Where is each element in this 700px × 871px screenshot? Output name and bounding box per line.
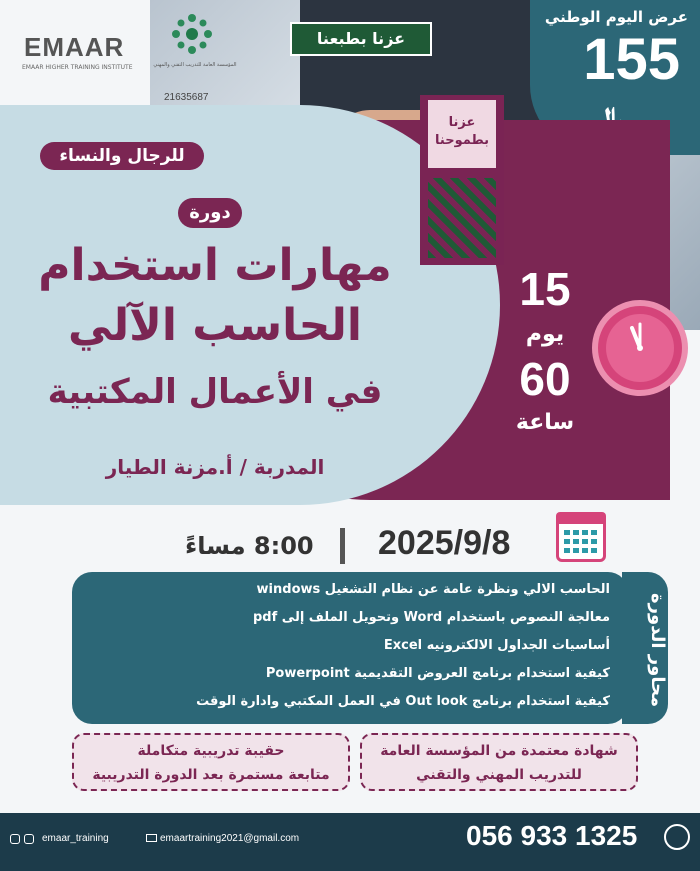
outline-label: محاور الدورة: [647, 592, 668, 708]
days-unit: يوم: [525, 322, 565, 347]
hours-count: 60: [519, 353, 571, 405]
course-title-line2: الحاسب الآلي: [68, 300, 362, 351]
outline-item: أساسيات الجداول الالكترونيه Excel: [383, 638, 610, 653]
audience-badge: للرجال والنساء: [40, 142, 204, 170]
email-icon: [146, 834, 157, 842]
emaar-logo: EMAAR: [24, 32, 125, 62]
national-day-slogan: عزنا بطبعنا: [290, 22, 432, 56]
course-tag: دورة: [178, 198, 242, 228]
course-time: 8:00 مساءً: [185, 532, 314, 560]
course-date: 2025/9/8: [378, 524, 511, 562]
emblem-text: عزنا بطموحنا: [428, 100, 496, 168]
outline-item: كيفية استخدام برنامج Out look في العمل المكتبي وادارة الوقت: [196, 694, 610, 709]
tvtc-subtitle: المؤسسة العامة للتدريب التقني والمهني: [153, 62, 237, 68]
outline-item: الحاسب الالي ونظرة عامة عن نظام التشغيل windows: [256, 582, 610, 597]
whatsapp-icon[interactable]: [664, 824, 690, 850]
clock-hands-icon: [606, 314, 674, 382]
outline-item: كيفية استخدام برنامج العروض التقديمية Powerpoint: [265, 666, 610, 681]
feature-box-left: [72, 733, 350, 791]
hours-unit: ساعة: [515, 410, 575, 435]
instagram-icon[interactable]: [10, 834, 20, 844]
days-count: 15: [519, 263, 571, 315]
calendar-grid-icon: [562, 528, 600, 558]
course-title-line3: في الأعمال المكتبية: [47, 372, 383, 412]
phone-number[interactable]: 056 933 1325: [466, 820, 638, 851]
feature-left-line2: متابعة مستمرة بعد الدورة التدريبية: [92, 767, 330, 783]
email-address[interactable]: emaartraining2021@gmail.com: [160, 833, 300, 844]
outline-item: معالجة النصوص باستخدام Word وتحويل الملف إلى pdf: [252, 610, 610, 625]
feature-left-line1: حقيبة تدريبية متكاملة: [137, 743, 285, 759]
emblem-pattern: [428, 178, 496, 258]
snapchat-icon[interactable]: [24, 834, 34, 844]
license-number: 21635687: [164, 92, 209, 103]
feature-box-right: [360, 733, 638, 791]
offer-title: عرض اليوم الوطني: [544, 8, 688, 26]
calendar-header: [556, 512, 606, 524]
course-title-line1: مهارات استخدام: [38, 240, 392, 291]
divider: [340, 528, 345, 564]
offer-price: 155: [583, 27, 680, 92]
social-handle[interactable]: emaar_training: [42, 833, 109, 844]
trainer-name: المدربة / أ.مزنة الطيار: [105, 455, 325, 479]
feature-right-line2: للتدريب المهني والتقني: [416, 767, 582, 783]
emaar-subtitle: EMAAR HIGHER TRAINING INSTITUTE: [22, 64, 133, 71]
feature-right-line1: شهادة معتمدة من المؤسسة العامة: [380, 743, 618, 759]
tvtc-logo-icon: [170, 12, 214, 56]
